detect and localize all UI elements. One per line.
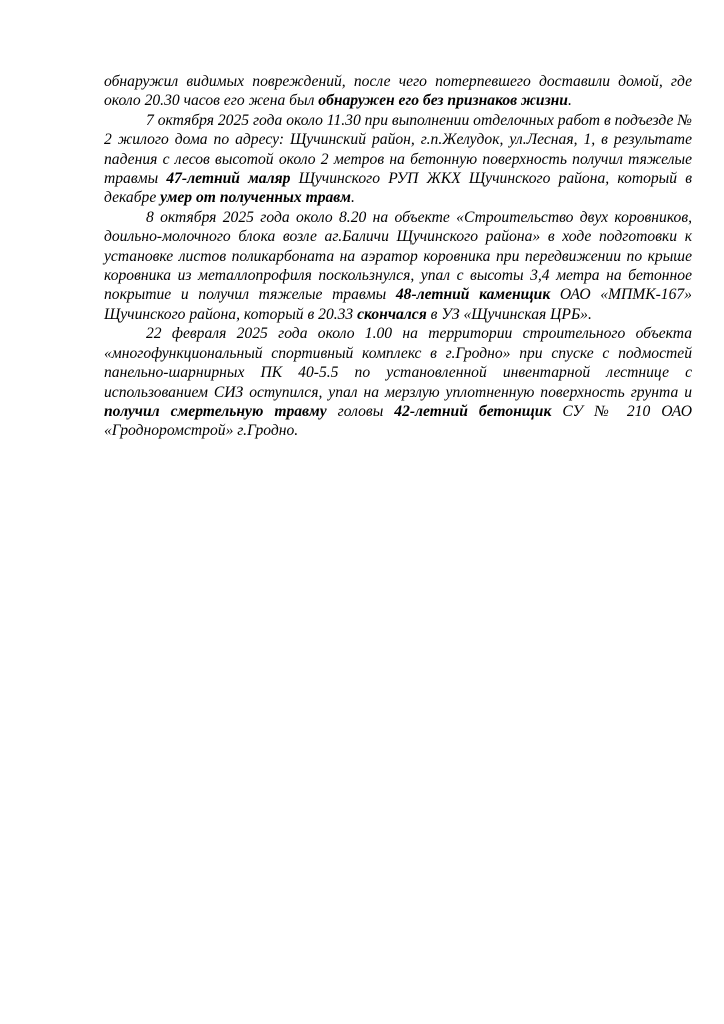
document-body	[104, 72, 692, 441]
paragraph-2-bold-a: 47-летний маляр	[166, 170, 291, 188]
paragraph-1-end: .	[567, 92, 572, 110]
paragraph-3-text-a: 8 октября 2025 года около 8.20 на объекте «Строительство двух коровников, доильно-молочного блока возле аг.Баличи Щучинского района» в ходе подготовки к установке листов поликарбоната на аэратор коровника при передвижении по крыше коровника из металлопрофиля поскользнулся, упал с высоты 3,4 метра на бетонное покрытие и получил тяжелые травмы	[104, 208, 692, 304]
paragraph-2-end: .	[350, 189, 355, 207]
paragraph-3-bold-a: 48-летний каменщик	[395, 286, 551, 304]
paragraph-2	[104, 111, 692, 208]
paragraph-3-bold-b: скончался	[357, 305, 427, 323]
paragraph-4-text-b: головы	[326, 402, 395, 420]
paragraph-4-end: СУ № 210 ОАО «Гродноромстрой» г.Гродно.	[104, 402, 692, 440]
paragraph-3-end: в УЗ «Щучинская ЦРБ».	[426, 305, 592, 323]
paragraph-3-text-b: ОАО «МПМК-167» Щучинского района, который в 20.33	[104, 286, 692, 323]
paragraph-3	[104, 208, 692, 324]
paragraph-2-text-a: 7 октября 2025 года около 11.30 при выполнении отделочных работ в подъезде № 2 жилого дома по адресу: Щучинский район, г.п.Желудок, ул.Лесная, 1, в результате падения с лесов высотой около 2 метров на бетонную поверхность получил тяжелые травмы	[104, 111, 692, 188]
paragraph-1	[104, 72, 692, 111]
paragraph-1-bold: обнаружен его без признаков жизни	[318, 92, 568, 110]
paragraph-4-bold-b: 42-летний бетонщик	[394, 402, 552, 420]
paragraph-1-text: обнаружил видимых повреждений, после чего потерпевшего доставили домой, где около 20.30 часов его жена был	[104, 73, 692, 110]
paragraph-2-text-b: Щучинского РУП ЖКХ Щучинского района, который в декабре	[104, 170, 692, 207]
paragraph-2-bold-b: умер от полученных травм	[160, 189, 351, 207]
paragraph-4-text-a: 22 февраля 2025 года около 1.00 на территории строительного объекта «многофункциональный спортивный комплекс в г.Гродно» при спуске с подмостей панельно-шарнирных ПК 40-5.5 по установленной инвентарной лестнице с использованием СИЗ оступился, упал на мерзлую уплотненную поверхность грунта и	[104, 325, 692, 401]
paragraph-4-bold-a: получил смертельную травму	[104, 402, 327, 420]
paragraph-4	[104, 324, 692, 440]
